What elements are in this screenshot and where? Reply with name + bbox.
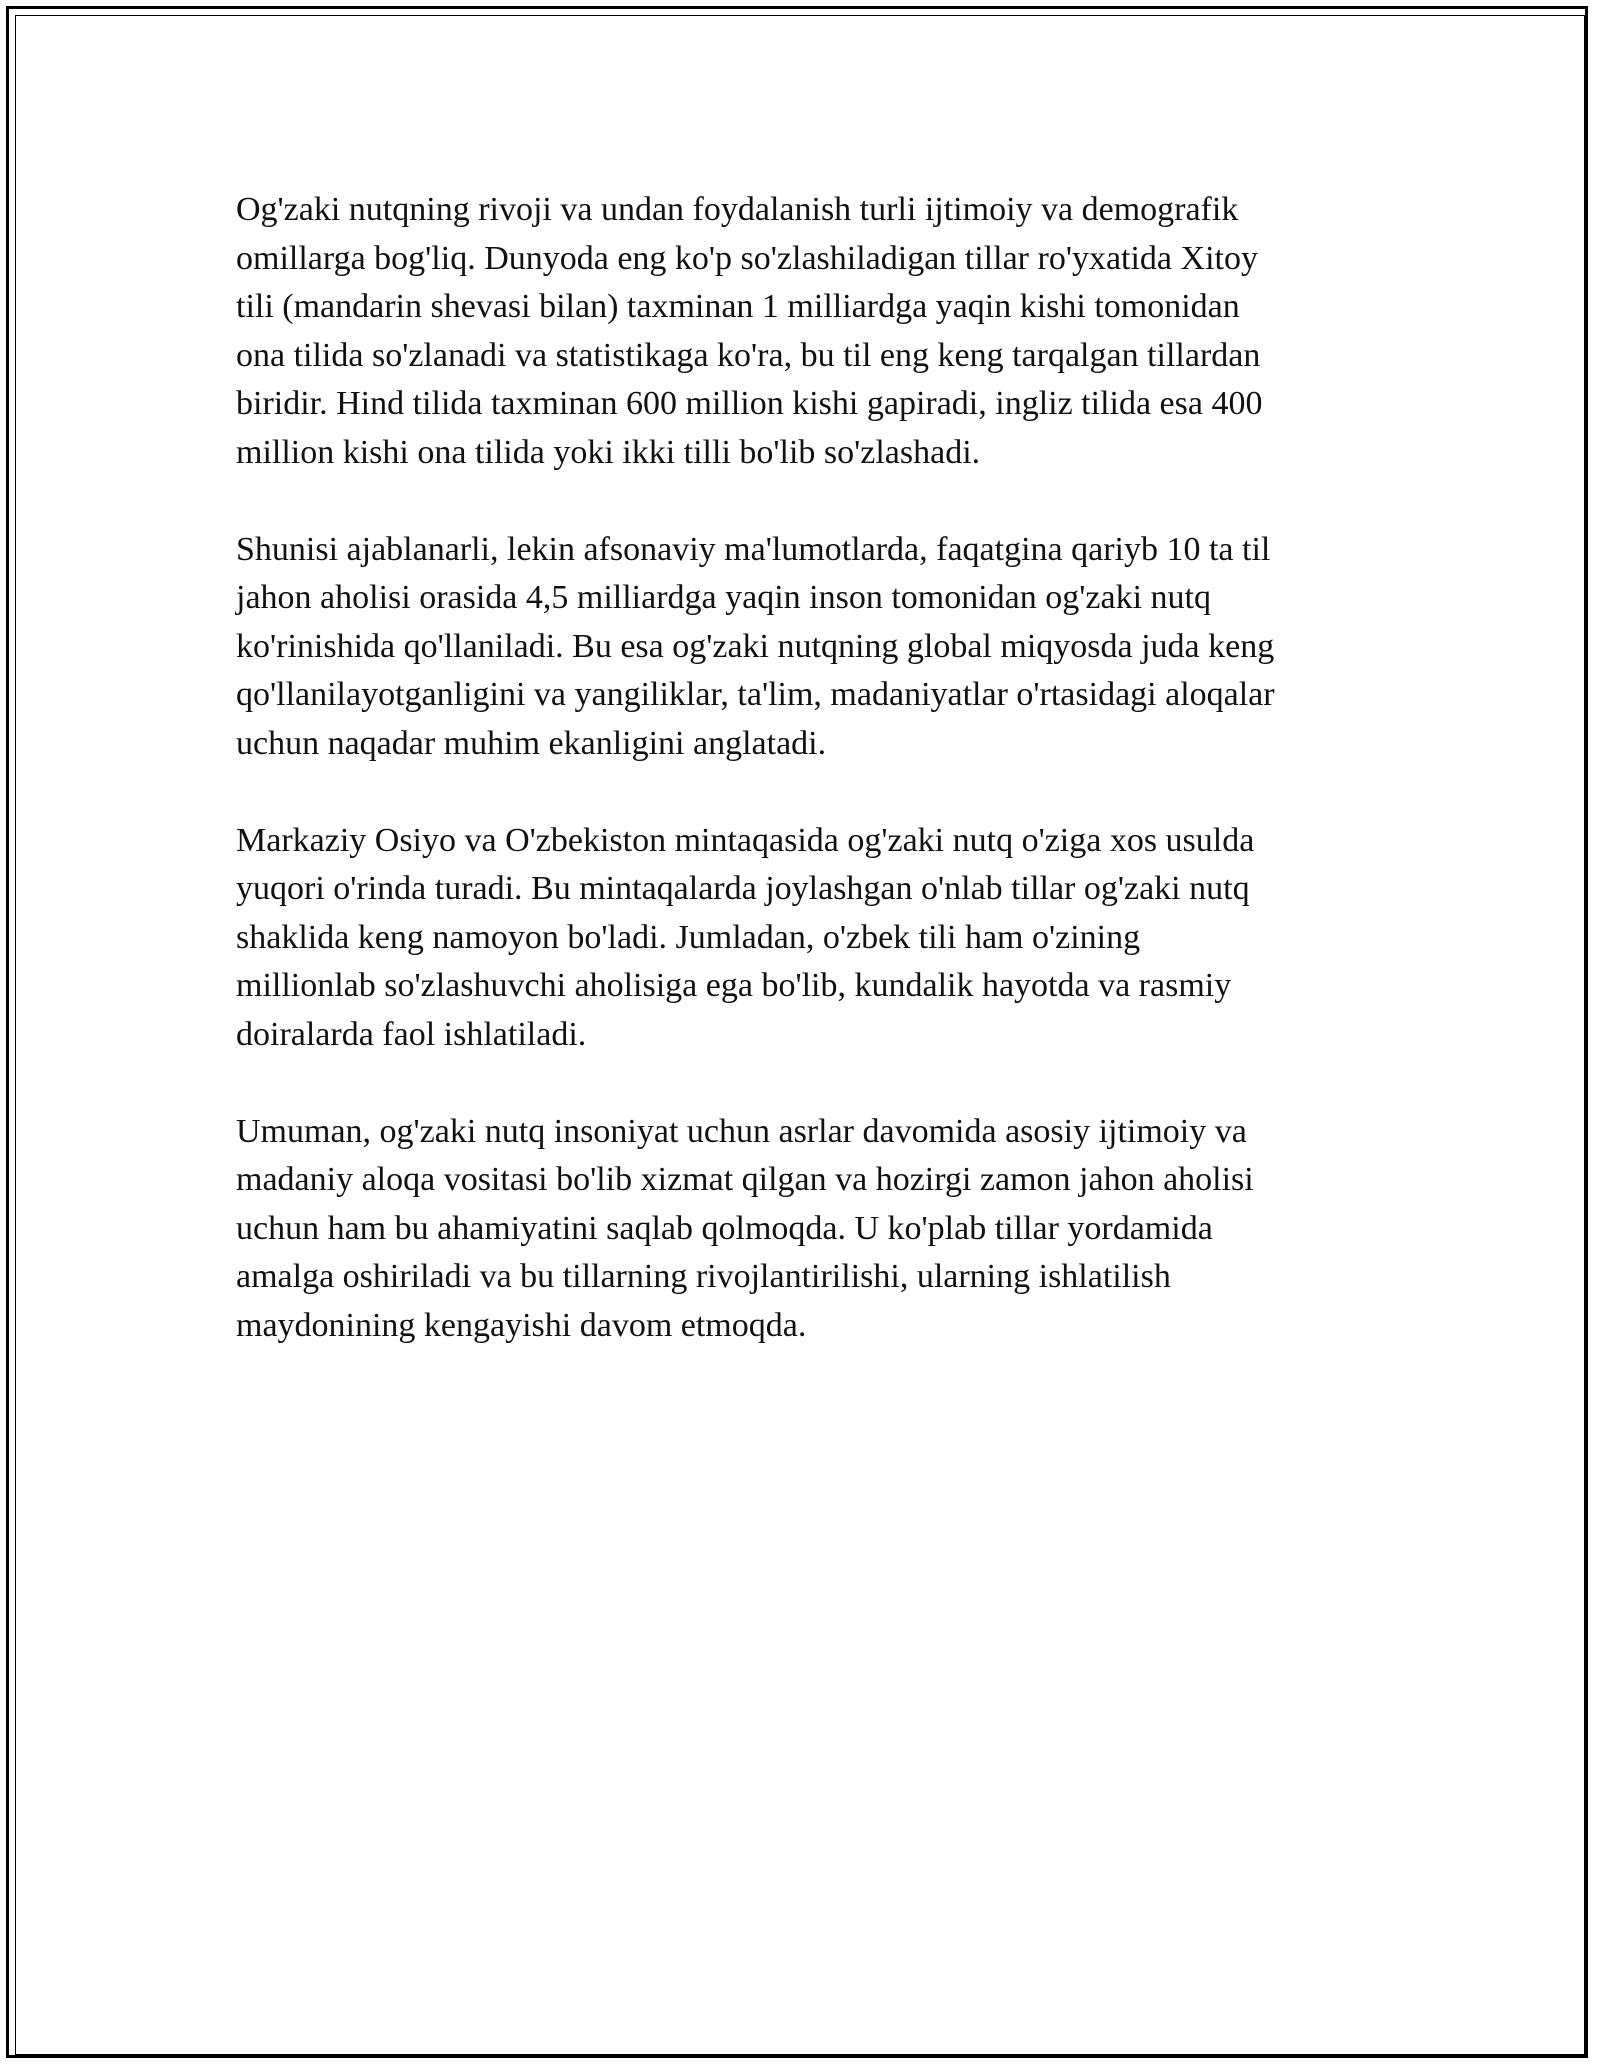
paragraph-3 — [236, 817, 1376, 1060]
text-line: million kishi ona tilida yoki ikki tilli bo'lib so'zlashadi. — [236, 433, 981, 471]
text-line: biridir. Hind tilida taxminan 600 million kishi gapiradi, ingliz tilida esa 400 — [236, 385, 1263, 422]
text-line: tili (mandarin shevasi bilan) taxminan 1 milliardga yaqin kishi tomonidan — [236, 288, 1240, 325]
text-line: doiralarda faol ishlatiladi. — [236, 1015, 587, 1053]
paragraph-1 — [236, 186, 1376, 477]
text-line: yuqori o'rinda turadi. Bu mintaqalarda joylashgan o'nlab tillar og'zaki nutq — [236, 870, 1250, 907]
text-line: Umuman, og'zaki nutq insoniyat uchun asrlar davomida asosiy ijtimoiy va — [236, 1112, 1247, 1150]
document-body — [236, 186, 1376, 1399]
text-line: amalga oshiriladi va bu tillarning rivojlantirilishi, ularning ishlatilish — [236, 1258, 1171, 1295]
text-line: ona tilida so'zlanadi va statistikaga ko'ra, bu til eng keng tarqalgan tillardan — [236, 336, 1261, 374]
paragraph-4 — [236, 1108, 1376, 1351]
text-line: shaklida keng namoyon bo'ladi. Jumladan, o'zbek tili ham o'zining — [236, 918, 1141, 956]
text-line: ko'rinishida qo'llaniladi. Bu esa og'zaki nutqning global miqyosda juda keng — [236, 627, 1275, 665]
paragraph-2 — [236, 526, 1376, 769]
text-line: uchun ham bu ahamiyatini saqlab qolmoqda. U ko'plab tillar yordamida — [236, 1209, 1213, 1247]
text-line: jahon aholisi orasida 4,5 milliardga yaqin inson tomonidan og'zaki nutq — [236, 579, 1211, 616]
text-line: Markaziy Osiyo va O'zbekiston mintaqasida og'zaki nutq o'ziga xos usulda — [236, 821, 1255, 859]
text-line: millionlab so'zlashuvchi aholisiga ega bo'lib, kundalik hayotda va rasmiy — [236, 967, 1232, 1004]
text-line: qo'llanilayotganligini va yangiliklar, ta'lim, madaniyatlar o'rtasidagi aloqalar — [236, 676, 1275, 713]
text-line: Shunisi ajablanarli, lekin afsonaviy ma'lumotlarda, faqatgina qariyb 10 ta til — [236, 530, 1271, 568]
text-line: maydonining kengayishi davom etmoqda. — [236, 1306, 807, 1344]
text-line: uchun naqadar muhim ekanligini anglatadi. — [236, 724, 827, 762]
text-line: madaniy aloqa vositasi bo'lib xizmat qilgan va hozirgi zamon jahon aholisi — [236, 1161, 1254, 1198]
text-line: Og'zaki nutqning rivoji va undan foydalanish turli ijtimoiy va demografik — [236, 191, 1239, 228]
text-line: omillarga bog'liq. Dunyoda eng ko'p so'zlashiladigan tillar ro'yxatida Xitoy — [236, 239, 1258, 277]
